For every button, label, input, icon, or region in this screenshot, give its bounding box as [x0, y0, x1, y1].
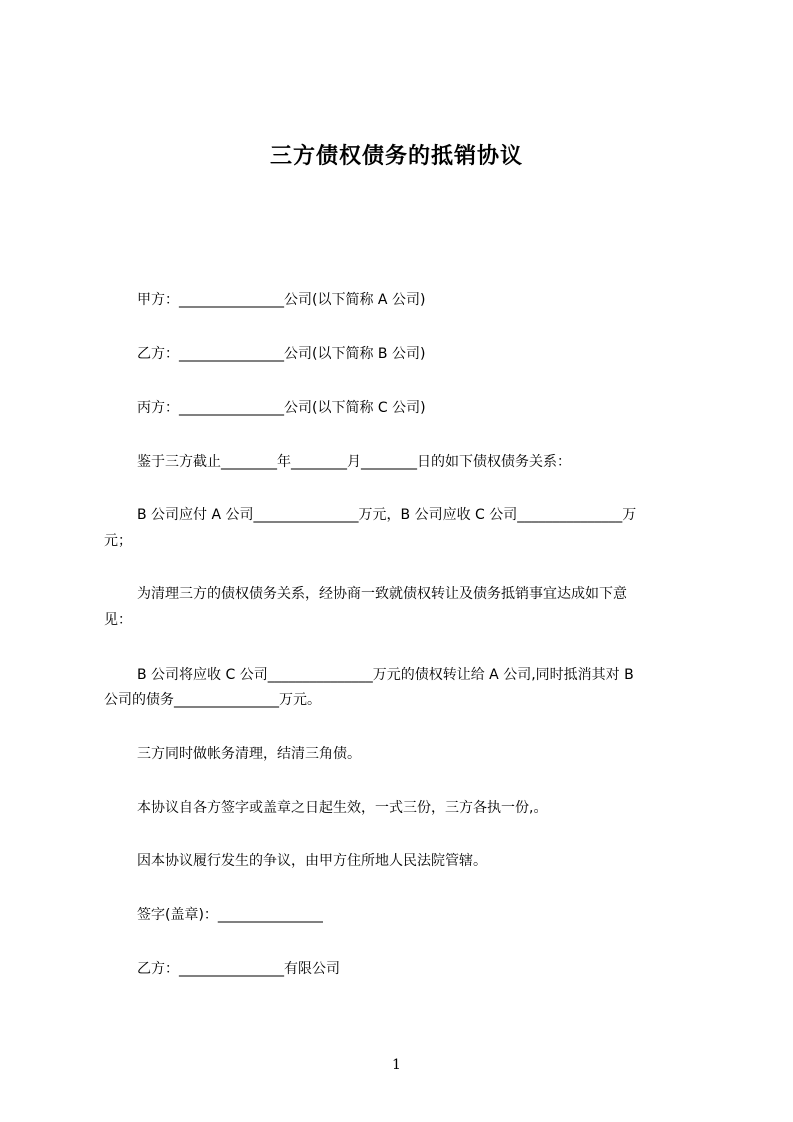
party-b-company-line: 乙方：_______________有限公司	[137, 961, 340, 977]
party-b-line: 乙方：_______________公司(以下简称 B 公司)	[137, 346, 426, 362]
debt-relation-line-2: 元；	[104, 533, 132, 549]
document-title: 三方债权债务的抵销协议	[269, 144, 523, 169]
party-c-line: 丙方：_______________公司(以下简称 C 公司)	[137, 400, 426, 416]
purpose-line-2: 见：	[104, 612, 132, 628]
jurisdiction-clause: 因本协议履行发生的争议，由甲方住所地人民法院管辖。	[137, 853, 487, 869]
signature-line: 签字(盖章)：_______________	[137, 907, 323, 923]
transfer-clause-line-2: 公司的债务_______________万元。	[104, 692, 321, 708]
debt-relation-line-1: B 公司应付 A 公司_______________万元，B 公司应收 C 公司_______________万	[137, 507, 637, 523]
purpose-line-1: 为清理三方的债权债务关系，经协商一致就债权转让及债务抵销事宜达成如下意	[137, 586, 627, 602]
party-a-line: 甲方：_______________公司(以下简称 A 公司)	[137, 292, 426, 308]
settlement-clause: 三方同时做帐务清理，结清三角债。	[137, 746, 361, 762]
transfer-clause-line-1: B 公司将应收 C 公司_______________万元的债权转让给 A 公司,同时抵消其对 B	[137, 667, 634, 683]
effectiveness-clause: 本协议自各方签字或盖章之日起生效，一式三份，三方各执一份,。	[137, 800, 548, 816]
whereas-line: 鉴于三方截止________年________月________日的如下债权债务关系：	[137, 454, 571, 470]
page-number: 1	[392, 1057, 401, 1073]
